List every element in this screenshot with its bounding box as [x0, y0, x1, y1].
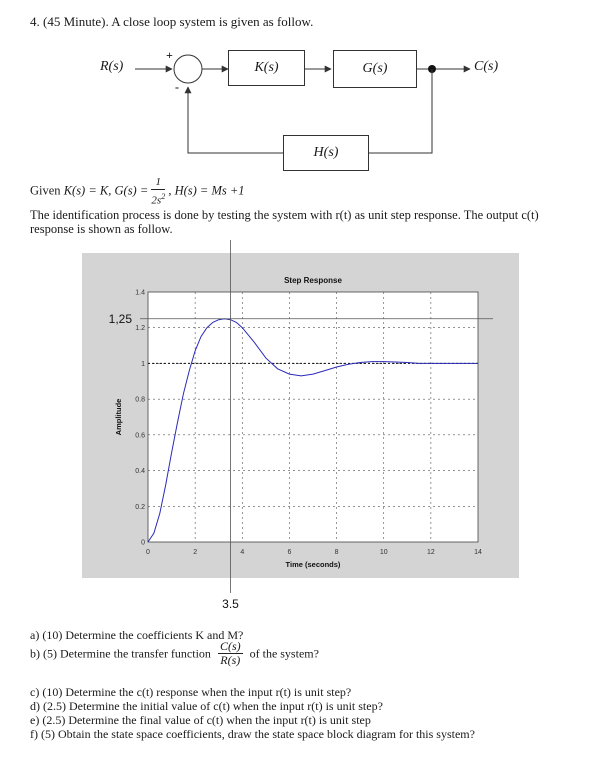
y-tick-label: 0.6 — [135, 432, 145, 440]
given-k: K(s) = K, — [63, 183, 112, 198]
tf-denominator: R(s) — [220, 653, 241, 667]
x-axis-label: Time (seconds) — [285, 560, 341, 569]
given-equation — [30, 176, 245, 208]
chart-title: Step Response — [284, 276, 342, 285]
y-tick-label: 1.4 — [135, 289, 145, 297]
description-paragraph: The identification process is done by testing the system with r(t) as unit step response. The output c(t) response is shown as follow. — [30, 208, 539, 236]
minus-sign: - — [175, 80, 179, 94]
given-h: , H(s) = Ms +1 — [168, 183, 245, 198]
question-a: a) (10) Determine the coefficients K and M? — [30, 628, 244, 642]
input-label: R(s) — [100, 59, 124, 74]
feedback-path-left — [188, 87, 283, 153]
g-block-label: G(s) — [362, 61, 388, 76]
peak-time-annotation: 3.5 — [222, 597, 239, 611]
y-tick-label: 0.8 — [135, 396, 145, 404]
question-b-start: b) (5) Determine the transfer function — [30, 646, 211, 661]
x-tick-label: 14 — [474, 549, 482, 556]
question-c: c) (10) Determine the c(t) response when the input r(t) is unit step? — [30, 685, 352, 699]
y-tick-label: 1 — [141, 360, 145, 368]
output-label: C(s) — [474, 59, 499, 74]
tf-numerator: C(s) — [219, 639, 241, 653]
question-b — [30, 640, 319, 667]
chart-plot-area — [148, 292, 478, 542]
problem-title: 4. (45 Minute). A close loop system is given as follow. — [30, 14, 314, 29]
question-f: f) (5) Obtain the state space coefficients, draw the state space block diagram for this system? — [30, 727, 475, 741]
plus-sign: + — [166, 48, 173, 62]
peak-value-annotation: 1,25 — [108, 311, 132, 326]
y-axis-label: Amplitude — [114, 398, 123, 436]
g-block — [333, 50, 417, 88]
k-block — [228, 50, 305, 86]
x-tick-label: 6 — [287, 549, 292, 556]
x-tick-label: 2 — [193, 549, 198, 556]
g-den-exponent: 2 — [161, 192, 166, 201]
question-d: d) (2.5) Determine the initial value of c(t) when the input r(t) is unit step? — [30, 699, 383, 713]
h-block — [283, 135, 369, 171]
k-block-label: K(s) — [254, 60, 279, 75]
question-b-end: of the system? — [249, 646, 319, 661]
g-numerator: 1 — [151, 176, 165, 190]
step-response-chart — [0, 235, 590, 625]
y-tick-label: 0.4 — [135, 468, 145, 476]
h-block-label: H(s) — [313, 145, 339, 160]
x-tick-label: 0 — [146, 549, 150, 556]
x-tick-label: 8 — [334, 549, 339, 556]
g-denominator: $2s^2$ — [151, 192, 166, 207]
questions-list — [30, 628, 590, 753]
x-tick-label: 12 — [426, 549, 435, 556]
y-tick-label: 1.2 — [135, 325, 145, 333]
given-g-lhs: G(s) = — [114, 183, 149, 198]
x-tick-label: 4 — [240, 549, 245, 556]
tf-fraction — [218, 640, 243, 667]
y-tick-label: 0 — [141, 539, 145, 547]
given-prefix: Given — [30, 183, 61, 198]
y-tick-label: 0.2 — [135, 503, 145, 511]
g-fraction — [151, 176, 165, 208]
summing-junction — [174, 55, 202, 83]
question-e: e) (2.5) Determine the final value of c(t) when the input r(t) is unit step — [30, 713, 371, 727]
x-tick-label: 10 — [379, 549, 388, 556]
